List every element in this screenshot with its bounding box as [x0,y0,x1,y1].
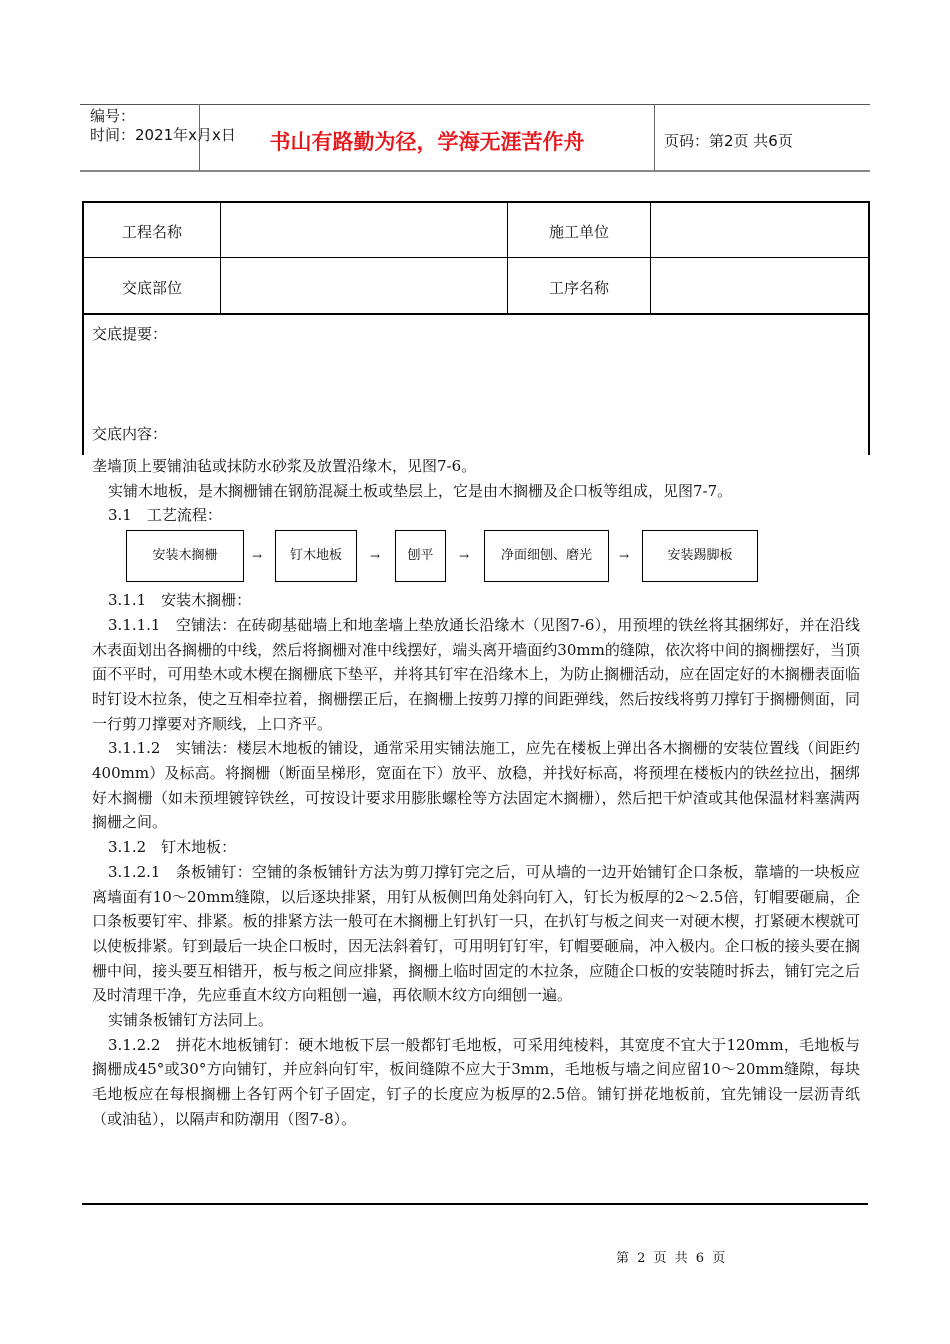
project-name-value[interactable] [221,203,507,257]
section-heading: 3.1.1 安装木搁栅： [108,591,252,610]
construction-unit-value[interactable] [651,203,866,257]
arrow-right-icon: → [459,549,470,564]
document-number-label: 编号： [90,107,136,125]
process-flowchart [92,530,860,584]
header-page-info: 页码：第2页 共6页 [664,132,793,150]
process-name-label: 工序名称 [548,279,609,297]
section-heading: 3.1.2 钉木地板： [108,838,237,857]
section-heading: 3.1 工艺流程： [108,506,222,525]
paragraph: 3.1.1.2 实铺法：楼层木地板的铺设，通常采用实铺法施工，应先在楼板上弹出各木搁栅的安装位置线（间距约400mm）及标高。将搁栅（断面呈梯形，宽面在下）放平、放稳，并找好标高，将预埋在楼板内的铁丝拉出，捆绑好木搁栅（如未预埋镀锌铁丝，可按设计要求用膨胀螺栓等方法固定木搁栅），然后把干炉渣或其他保温材料塞满两搁栅之间。 [92,739,860,832]
paragraph: 垄墙顶上要铺油毡或抹防水砂浆及放置沿缘木，见图7-6。 [92,457,477,475]
header-motto: 书山有路勤为径，学海无涯苦作舟 [269,130,585,154]
paragraph: 3.1.2.1 条板铺钉：空铺的条板铺针方法为剪刀撑钉完之后，可从墙的一边开始铺钉企口条板，靠墙的一块板应离墙面有10～20mm缝隙，以后逐块排紧，用钉从板侧凹角处斜向钉入，钉长为板厚的2～2.5倍，钉帽要砸扁，企口条板要钉牢、排紧。板的排紧方法一般可在木搁栅上钉扒钉一只，在扒钉与板之间夹一对硬木楔，打紧硬木楔就可以使板排紧。钉到最后一块企口板时，因无法斜着钉，可用明钉钉牢，钉帽要砸扁，冲入极内。企口板的接头要在搁栅中间，接头要互相错开，板与板之间应排紧，搁栅上临时固定的木拉条，应随企口板的安装随时拆去，铺钉完之后及时清理干净，先应垂直木纹方向粗刨一遍，再依顺木纹方向细刨一遍。 [92,862,860,1005]
paragraph: 实铺木地板，是木搁栅铺在钢筋混凝土板或垫层上，它是由木搁栅及企口板等组成，见图7-7。 [108,481,733,500]
arrow-right-icon: → [619,549,630,564]
footer-rule [82,1203,868,1205]
project-name-label: 工程名称 [121,223,182,241]
arrow-right-icon: → [370,549,381,564]
disclosure-part-value[interactable] [221,258,507,313]
construction-unit-label: 施工单位 [548,223,609,241]
flow-step: 钉木地板 [275,530,357,582]
table-row-divider [82,313,868,315]
process-name-value[interactable] [651,258,866,313]
flow-step: 安装木搁栅 [126,530,244,582]
flow-step: 净面细刨、磨光 [484,530,609,582]
paragraph: 3.1.2.2 拼花木地板铺钉：硬木地板下层一般都钉毛地板，可采用纯棱料，其宽度不宜大于120mm，毛地板与搁栅成45°或30°方向铺钉，并应斜向钉牢，板间缝隙不应大于3mm，毛地板与墙之间应留10～20mm缝隙，每块毛地板应在每根搁栅上各钉两个钉子固定，钉子的长度应为板厚的2.5倍。铺钉拼花地板前，宜先铺设一层沥青纸（或油毡），以隔声和防潮用（图7-8）。 [92,1035,860,1128]
footer-page-number: 第 2 页 共 6 页 [616,1251,728,1266]
flow-step: 安装踢脚板 [642,530,758,582]
content-label: 交底内容： [92,425,168,443]
paragraph: 3.1.1.1 空铺法：在砖砌基础墙上和地垄墙上垫放通长沿缘木（见图7-6），用预埋的铁丝将其捆绑好，并在沿线木表面划出各搁栅的中线，然后将搁栅对准中线摆好，端头离开墙面约30mm的缝隙，依次将中间的搁栅摆好，当顶面不平时，可用垫木或木楔在搁栅底下垫平，并将其钉牢在沿缘木上，为防止搁栅活动，应在固定好的木搁栅表面临时钉设木拉条，使之互相牵拉着，搁栅摆正后，在搁栅上按剪刀撑的间距弹线，然后按线将剪刀撑钉于搁栅侧面，同一行剪刀撑要对齐顺线，上口齐平。 [92,615,860,733]
summary-label: 交底提要： [92,325,168,343]
disclosure-content [92,454,860,1132]
flow-step: 刨平 [395,530,446,582]
header-divider [654,104,655,171]
document-time-label: 时间：2021年x月x日 [90,126,236,144]
disclosure-part-label: 交底部位 [121,279,182,297]
arrow-right-icon: → [252,549,263,564]
paragraph: 实铺条板铺钉方法同上。 [108,1011,274,1030]
